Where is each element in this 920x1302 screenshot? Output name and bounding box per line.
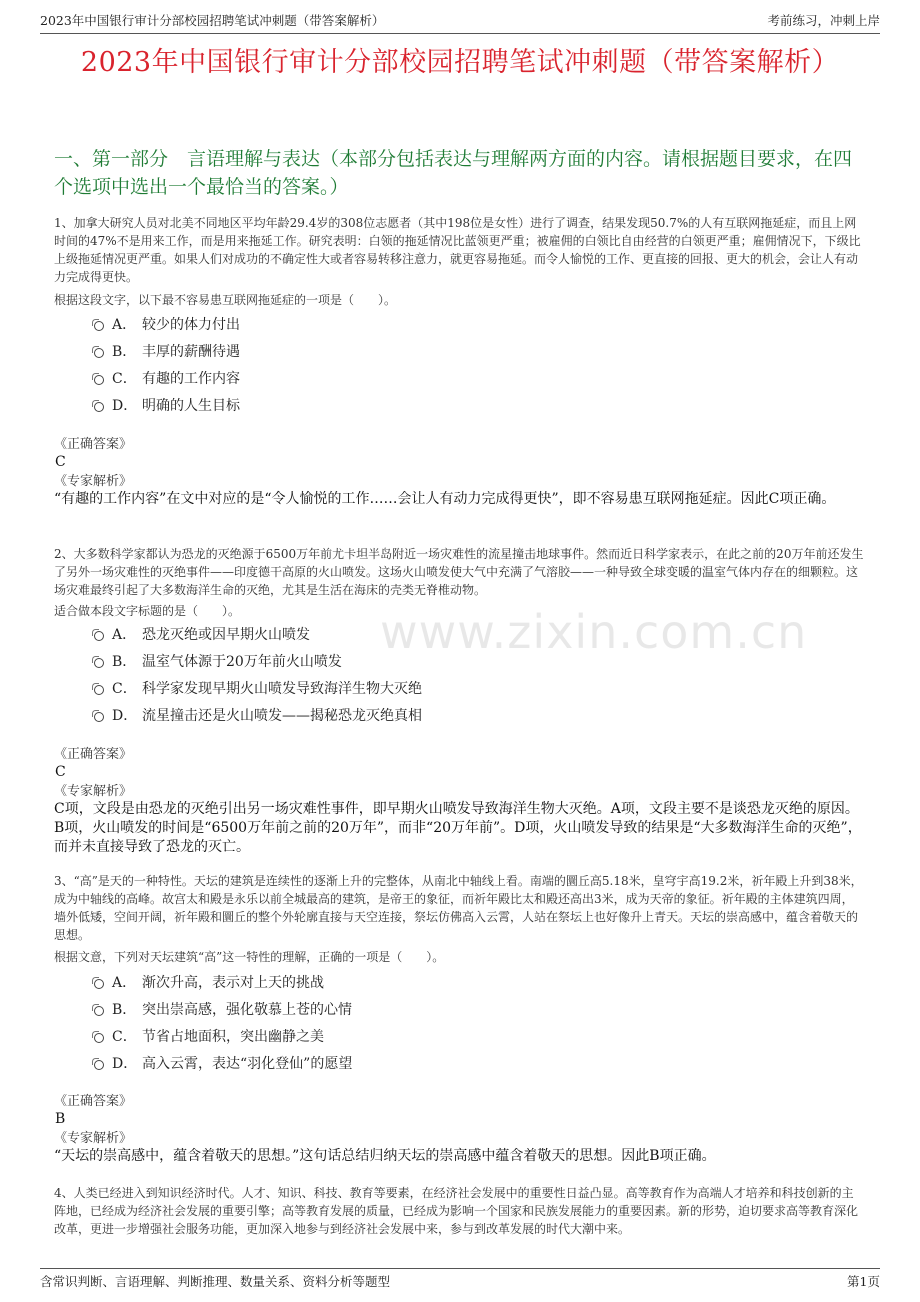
question-3-text: 3、“高”是天的一种特性。天坛的建筑是连续性的逐渐上升的完整体，从南北中轴线上看。南端的圜丘高5.18米，皇穹宇高19.2米，祈年殿上升到38米，成为中轴线的高峰。故宫太和殿是永乐以前全城最高的建筑，是帝王的象征，而祈年殿比太和殿还高出3米，成为天帝的象征。祈年殿的主体建筑四周，墙外低矮，空间开阔，祈年殿和圜丘的整个外轮廓直接与天空连接，祭坛仿佛高入云霄，人站在祭坛上也好像升上青天。天坛的崇高感中，蕴含着敬天的思想。 (54, 874, 863, 942)
question-2-text: 2、大多数科学家都认为恐龙的灭绝源于6500万年前尤卡坦半岛附近一场灾难性的流星撞击地球事件。然而近日科学家表示，在此之前的20万年前还发生了另外一场灾难性的灭绝事件——印度德干高原的火山喷发。这场火山喷发使大气中充满了气溶胶——一种导致全球变暖的温室气体内存在的细颗粒。这场灾难最终引起了大多数海洋生命的灭绝，尤其是生活在海床的壳类无脊椎动物。 (54, 547, 864, 597)
analysis-label: 《专家解析》 (54, 1131, 133, 1146)
radio-icon[interactable] (94, 685, 104, 695)
page-footer (40, 1268, 880, 1290)
analysis-label: 《专家解析》 (54, 474, 133, 489)
option-d[interactable]: D． 高入云霄，表达“羽化登仙”的愿望 (94, 1049, 352, 1076)
radio-icon[interactable] (94, 1060, 104, 1070)
option-a[interactable]: A． 渐次升高，表示对上天的挑战 (94, 968, 352, 995)
question-1-text: 1、加拿大研究人员对北美不同地区平均年龄29.4岁的308位志愿者（其中198位是女性）进行了调查，结果发现50.7%的人有互联网拖延症，而且上网时间的47%不是用来工作，而是用来拖延工作。研究表明：白领的拖延情况比蓝领更严重；被雇佣的白领比自由经营的白领更严重；雇佣情况下，下级比上级拖延情况更严重。如果人们对成功的不确定性大或者容易转移注意力，就更容易拖延。而令人愉悦的工作、更直接的回报、更大的机会，会让人有动力完成得更快。 (54, 216, 861, 284)
question-3-prompt: 根据文意，下列对天坛建筑“高”这一特性的理解，正确的一项是（ ）。 (54, 950, 445, 964)
radio-icon[interactable] (94, 1033, 104, 1043)
question-4-text: 4、人类已经进入到知识经济时代。人才、知识、科技、教育等要素，在经济社会发展中的重要性日益凸显。高等教育作为高端人才培养和科技创新的主阵地，已经成为经济社会发展的重要引擎；高等教育发展的质量，已经成为影响一个国家和民族发展能力的重要因素。新的形势，迫切要求高等教育深化改革，更进一步增强社会服务功能，更加深入地参与到经济社会发展中来，参与到改革发展的时代大潮中来。 (54, 1186, 859, 1236)
answer-value: C (55, 454, 66, 470)
footer-topics: 含常识判断、言语理解、判断推理、数量关系、资料分析等题型 (40, 1274, 391, 1289)
radio-icon[interactable] (94, 979, 104, 989)
question-3-answer-block (54, 1093, 864, 1166)
option-c[interactable]: C． 节省占地面积，突出幽静之美 (94, 1022, 352, 1049)
radio-icon[interactable] (94, 321, 104, 331)
option-a[interactable]: A． 较少的体力付出 (94, 310, 240, 337)
header-slogan: 考前练习，冲刺上岸 (767, 13, 880, 28)
analysis-label: 《专家解析》 (54, 784, 133, 799)
answer-value: C (55, 764, 66, 780)
answer-value: B (55, 1111, 66, 1127)
radio-icon[interactable] (94, 375, 104, 385)
page-header (40, 11, 880, 34)
option-c[interactable]: C． 科学家发现早期火山喷发导致海洋生物大灭绝 (94, 674, 422, 701)
header-doc-title: 2023年中国银行审计分部校园招聘笔试冲刺题（带答案解析） (40, 13, 385, 28)
question-3-options (94, 968, 352, 1076)
watermark: www.zixin.com.cn (380, 605, 808, 659)
radio-icon[interactable] (94, 631, 104, 641)
radio-icon[interactable] (94, 348, 104, 358)
section-heading: 一、第一部分 言语理解与表达（本部分包括表达与理解两方面的内容。请根据题目要求，在四个选项中选出一个最恰当的答案。） (54, 148, 853, 198)
option-b[interactable]: B． 温室气体源于20万年前火山喷发 (94, 647, 422, 674)
question-2-answer-block (54, 746, 864, 857)
question-1-options (94, 310, 240, 418)
question-2-prompt: 适合做本段文字标题的是（ ）。 (54, 604, 241, 618)
analysis-text: “有趣的工作内容”在文中对应的是“令人愉悦的工作……会让人有动力完成得更快”，即不容易患互联网拖延症。因此C项正确。 (54, 491, 836, 507)
question-1-prompt: 根据这段文字，以下最不容易患互联网拖延症的一项是（ ）。 (54, 293, 397, 307)
answer-label: 《正确答案》 (54, 437, 133, 452)
option-c[interactable]: C． 有趣的工作内容 (94, 364, 240, 391)
analysis-text: “天坛的崇高感中，蕴含着敬天的思想。”这句话总结归纳天坛的崇高感中蕴含着敬天的思想。因此B项正确。 (54, 1148, 716, 1164)
document-title: 2023年中国银行审计分部校园招聘笔试冲刺题（带答案解析） (80, 47, 840, 78)
radio-icon[interactable] (94, 712, 104, 722)
option-b[interactable]: B． 丰厚的薪酬待遇 (94, 337, 240, 364)
radio-icon[interactable] (94, 402, 104, 412)
analysis-text: C项，文段是由恐龙的灭绝引出另一场灾难性事件，即早期火山喷发导致海洋生物大灭绝。A项，文段主要不是谈恐龙灭绝的原因。B项，火山喷发的时间是“6500万年前之前的20万年”，而非“20万年前”。D项，火山喷发导致的结果是“大多数海洋生命的灭绝”，而并未直接导致了恐龙的灭亡。 (54, 801, 862, 855)
option-d[interactable]: D． 流星撞击还是火山喷发——揭秘恐龙灭绝真相 (94, 701, 422, 728)
page-number: 第1页 (847, 1274, 880, 1289)
option-a[interactable]: A． 恐龙灭绝或因早期火山喷发 (94, 620, 422, 647)
option-b[interactable]: B． 突出崇高感，强化敬慕上苍的心情 (94, 995, 352, 1022)
answer-label: 《正确答案》 (54, 1094, 133, 1109)
answer-label: 《正确答案》 (54, 747, 133, 762)
radio-icon[interactable] (94, 658, 104, 668)
question-1-answer-block (54, 436, 864, 509)
question-2-options (94, 620, 422, 728)
radio-icon[interactable] (94, 1006, 104, 1016)
option-d[interactable]: D． 明确的人生目标 (94, 391, 240, 418)
